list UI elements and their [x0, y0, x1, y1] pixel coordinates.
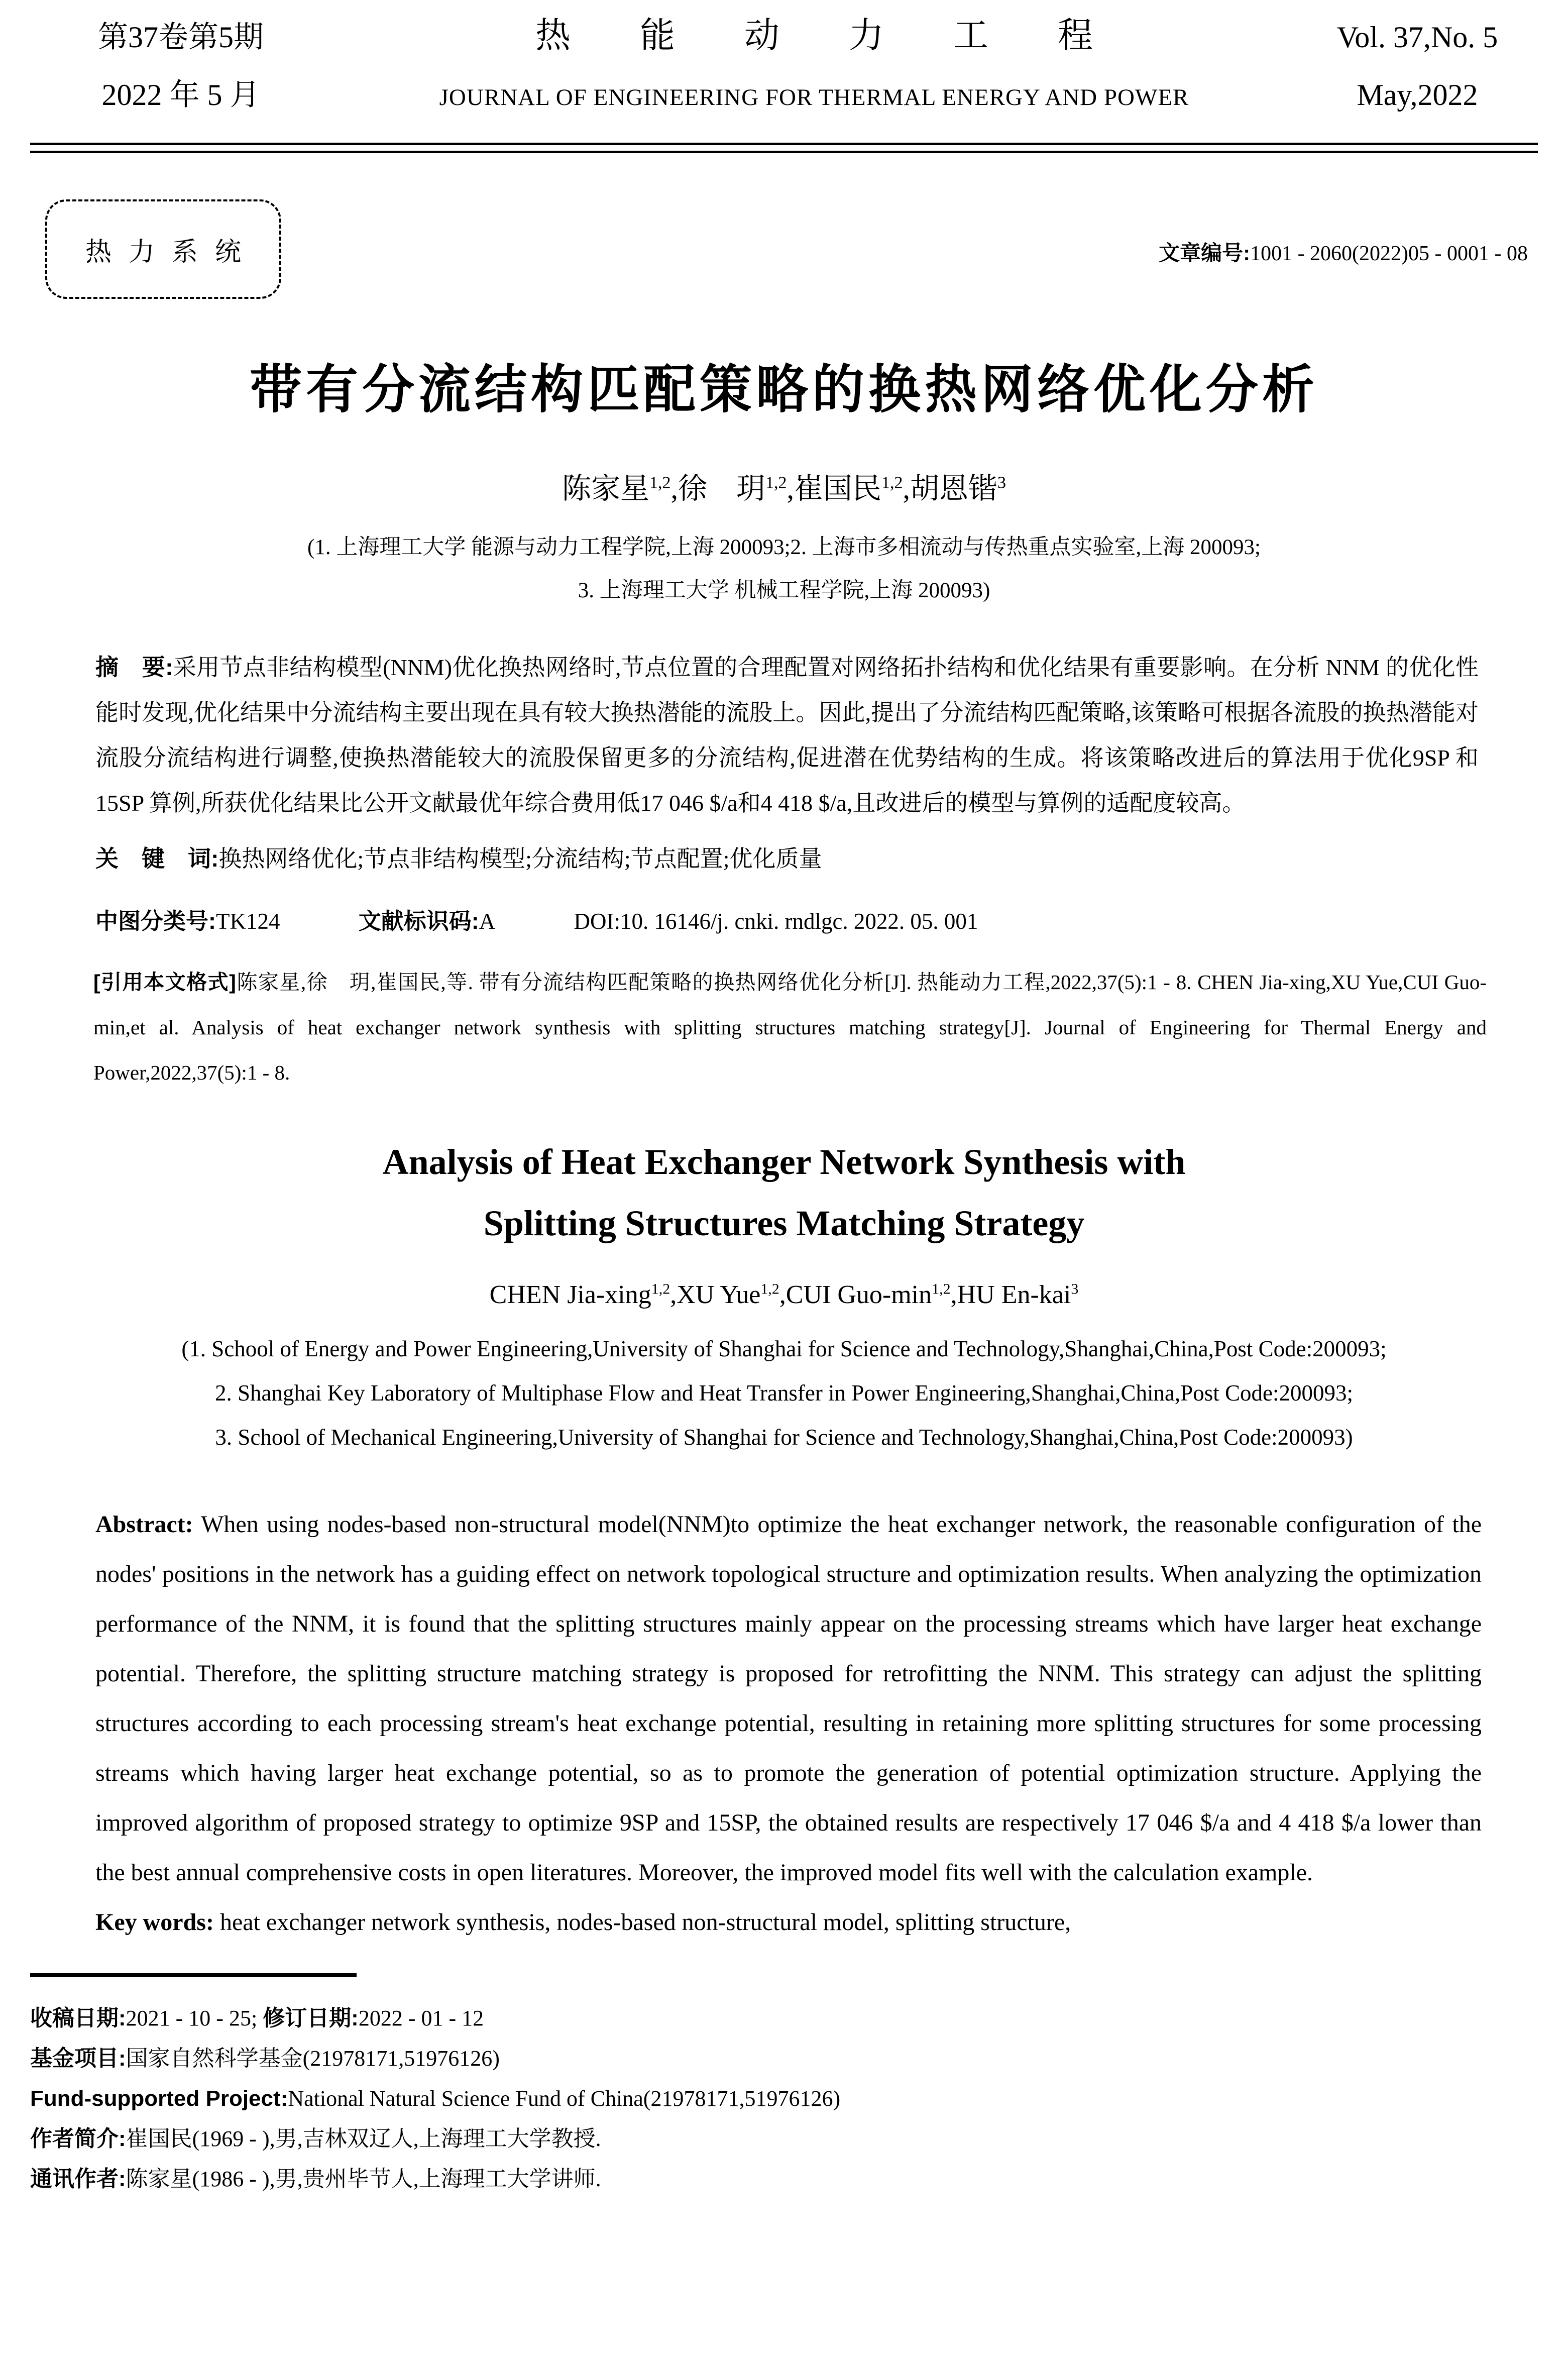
citation-text: 陈家星,徐 玥,崔国民,等. 带有分流结构匹配策略的换热网络优化分析[J]. 热能动力工程,2022,37(5):1 - 8. CHEN Jia-xing,XU Yue,CUI Guo-min,et al. Analysis of heat exchanger network synthesis with splitting structures matching strategy[J]. Journal of Engineering for Thermal Energy and Power,2022,37(5):1 - 8. [93, 971, 1487, 1084]
authors-cn: 陈家星$^{1,2}$,徐 玥$^{1,2}$,崔国民$^{1,2}$,胡恩锴$^3$ [562, 472, 1006, 505]
keywords-en [95, 1897, 1482, 1947]
footnote-author-bio: 作者简介:崔国民(1969 - ),男,吉林双辽人,上海理工大学教授. [30, 2126, 601, 2151]
footnotes [30, 1998, 1538, 2199]
keywords-en-text: heat exchanger network synthesis, nodes-based non-structural model, splitting structure, [213, 1909, 1071, 1936]
abstract-cn-label: 摘 要: [95, 654, 173, 680]
affiliation-en-line2: 2. Shanghai Key Laboratory of Multiphase Flow and Heat Transfer in Power Engineering,Shanghai,China,Post Code:200093; [215, 1380, 1353, 1406]
column-badge: 热力系统 [45, 199, 281, 299]
keywords-cn-text: 换热网络优化;节点非结构模型;分流结构;节点配置;优化质量 [218, 846, 822, 872]
affiliation-en-line3: 3. School of Mechanical Engineering,University of Shanghai for Science and Technology,Shanghai,China,Post Code:200093) [215, 1425, 1353, 1450]
journal-name-cn-wrap [331, 11, 1297, 70]
keywords-en-label: Key words: [95, 1909, 214, 1936]
journal-header [30, 11, 1538, 128]
abstract-en-text: When using nodes-based non-structural model(NNM)to optimize the heat exchanger network, the reasonable configuration of the nodes' positions in the network has a guiding effect on network topological structure and optimization results. When analyzing the optimization performance of the NNM, it is found that the splitting structures mainly appear on the processing streams which have larger heat exchange potential. Therefore, the splitting structure matching strategy is proposed for retrofitting the NNM. This strategy can adjust the splitting structures according to each processing stream's heat exchange potential, resulting in retaining more splitting structures for some processing streams which having larger heat exchange potential, so as to promote the generation of potential optimization structure. Applying the improved algorithm of proposed strategy to optimize 9SP and 15SP, the obtained results are respectively 17 046 $/a and 4 418 $/a lower than the best annual comprehensive costs in open literatures. Moreover, the improved model fits well with the calculation example. [95, 1511, 1482, 1886]
journal-name-en-wrap [331, 73, 1297, 128]
article-number-value: 1001 - 2060(2022)05 - 0001 - 08 [1250, 242, 1528, 265]
journal-name-en: JOURNAL OF ENGINEERING FOR THERMAL ENERGY AND POWER [439, 84, 1189, 111]
abstract-cn-text: 采用节点非结构模型(NNM)优化换热网络时,节点位置的合理配置对网络拓扑结构和优化结果有重要影响。在分析 NNM 的优化性能时发现,优化结果中分流结构主要出现在具有较大换热潜能的流股上。因此,提出了分流结构匹配策略,该策略可根据各流股的换热潜能对流股分流结构进行调整,使换热潜能较大的流股保留更多的分流结构,促进潜在优势结构的生成。将该策略改进后的算法用于优化9SP 和 15SP 算例,所获优化结果比公开文献最优年综合费用低17 046 $/a和4 418 $/a,且改进后的模型与算例的适配度较高。 [95, 655, 1479, 816]
affiliations-en [0, 1327, 1568, 1459]
footnote-fund-en: Fund-supported Project:National Natural Science Fund of China(21978171,51976126) [30, 2086, 841, 2111]
citation-label: [引用本文格式] [93, 971, 236, 994]
article-number [1159, 237, 1528, 267]
journal-name-cn: 热能动力工程 [535, 17, 1162, 55]
footnote-received-date: 收稿日期:2021 - 10 - 25; 修订日期:2022 - 01 - 12 [30, 2006, 484, 2030]
abstract-cn [95, 645, 1479, 826]
affiliation-cn-line2: 3. 上海理工大学 机械工程学院,上海 200093) [578, 579, 990, 602]
affiliation-cn-line1: (1. 上海理工大学 能源与动力工程学院,上海 200093;2. 上海市多相流动与传热重点实验室,上海 200093; [307, 535, 1261, 559]
keywords-cn [95, 836, 1479, 882]
affiliations-cn [0, 526, 1568, 612]
paper-title-en-line2: Splitting Structures Matching Strategy [483, 1203, 1085, 1243]
footnote-fund-cn: 基金项目:国家自然科学基金(21978171,51976126) [30, 2046, 500, 2071]
journal-header-row1 [30, 11, 1538, 70]
paper-title-en [0, 1131, 1568, 1254]
document-code-value: A [479, 909, 496, 934]
document-code-label: 文献标识码: [358, 908, 479, 934]
doi [574, 909, 978, 934]
abstract-en [95, 1499, 1482, 1897]
journal-header-row2 [30, 70, 1538, 128]
classification-line [95, 903, 1479, 935]
citation-block [93, 959, 1487, 1095]
badge-band [45, 199, 1528, 299]
clc-value: TK124 [216, 909, 280, 934]
journal-volume-issue-en: Vol. 37,No. 5 [1336, 21, 1498, 54]
doi-label: DOI: [574, 909, 620, 934]
clc-label: 中图分类号: [95, 908, 216, 934]
abstract-en-label: Abstract: [95, 1511, 193, 1538]
authors-en: CHEN Jia-xing$^{1,2}$,XU Yue$^{1,2}$,CUI Guo-$\min^{1,2},HU$ En-kai$^3$ [489, 1280, 1079, 1309]
journal-date-cn: 2022 年 5 月 [101, 78, 260, 112]
footnote-separator-rule [30, 1973, 357, 1977]
keywords-cn-label: 关 键 词: [95, 845, 219, 872]
doi-value: 10. 16146/j. cnki. rndlgc. 2022. 05. 001 [620, 909, 978, 934]
document-code [359, 909, 496, 934]
header-double-rule [30, 143, 1538, 153]
footnote-corresponding-author: 通讯作者:陈家星(1986 - ),男,贵州毕节人,上海理工大学讲师. [30, 2167, 601, 2191]
paper-title-en-line1: Analysis of Heat Exchanger Network Synthesis with [382, 1142, 1186, 1182]
journal-volume-issue-cn: 第37卷第5期 [98, 21, 264, 54]
article-number-label: 文章编号: [1159, 241, 1251, 265]
journal-date-en: May,2022 [1357, 78, 1478, 112]
paper-title-cn: 带有分流结构匹配策略的换热网络优化分析 [249, 361, 1318, 419]
clc-number [95, 909, 280, 934]
affiliation-en-line1: (1. School of Energy and Power Engineering,University of Shanghai for Science and Technology,Shanghai,China,Post Code:200093; [181, 1336, 1387, 1361]
